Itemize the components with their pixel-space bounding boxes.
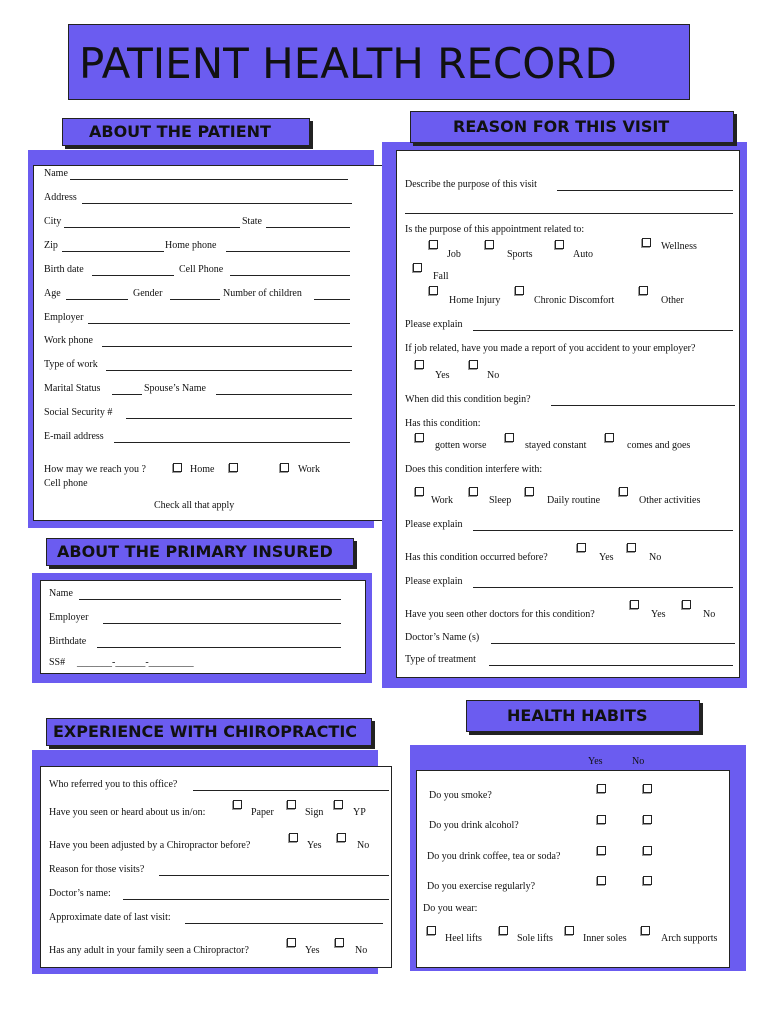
patient-name-label: Name <box>44 168 68 179</box>
job-report-no-label: No <box>487 370 500 381</box>
other-doctors-label: Have you seen other doctors for this condition? <box>405 609 595 620</box>
patient-zip-label: Zip <box>44 240 58 251</box>
when-begin-label: When did this condition begin? <box>405 394 531 405</box>
occurred-no-label: No <box>649 552 662 563</box>
when-begin-field[interactable] <box>551 405 735 406</box>
patient-email-field[interactable] <box>114 442 350 443</box>
condition-constant-label: stayed constant <box>525 440 587 451</box>
family-no-checkbox[interactable] <box>335 938 344 947</box>
alcohol-no-checkbox[interactable] <box>643 815 652 824</box>
job-report-yes-checkbox[interactable] <box>415 360 424 369</box>
heard-paper-checkbox[interactable] <box>233 800 242 809</box>
related-wellness-label: Wellness <box>661 241 697 252</box>
patient-gender-field[interactable] <box>170 299 220 300</box>
related-sports-label: Sports <box>507 249 533 260</box>
insured-card <box>40 580 366 674</box>
interfere-other-label: Other activities <box>639 495 701 506</box>
patient-children-field[interactable] <box>314 299 350 300</box>
occurred-before-label: Has this condition occurred before? <box>405 552 548 563</box>
treatment-label: Type of treatment <box>405 654 476 665</box>
job-report-no-checkbox[interactable] <box>469 360 478 369</box>
family-no-label: No <box>355 945 368 956</box>
patient-card <box>33 165 388 521</box>
seen-heard-label: Have you seen or heard about us in/on: <box>49 807 206 818</box>
explain2-label: Please explain <box>405 519 463 530</box>
exercise-label: Do you exercise regularly? <box>427 881 536 892</box>
reason-describe-field[interactable] <box>557 190 733 191</box>
patient-spouse-label: Spouse’s Name <box>144 383 206 394</box>
patient-employer-field[interactable] <box>88 323 350 324</box>
patient-birth-date-label: Birth date <box>44 264 84 275</box>
patient-home-phone-label: Home phone <box>165 240 217 251</box>
patient-zip-field[interactable] <box>62 251 164 252</box>
heard-sign-label: Sign <box>305 807 324 818</box>
explain1-field[interactable] <box>473 330 733 331</box>
alcohol-yes-checkbox[interactable] <box>597 815 606 824</box>
related-fall-checkbox[interactable] <box>413 263 422 272</box>
other-doctors-yes-checkbox[interactable] <box>630 600 639 609</box>
reason-describe-field-2[interactable] <box>405 213 733 214</box>
patient-home-phone-field[interactable] <box>226 251 350 252</box>
explain1-label: Please explain <box>405 319 463 330</box>
related-fall-label: Fall <box>433 271 449 282</box>
wear-sole-label: Sole lifts <box>517 933 553 944</box>
coffee-no-checkbox[interactable] <box>643 846 652 855</box>
job-report-yes-label: Yes <box>435 370 450 381</box>
other-doctors-no-label: No <box>703 609 716 620</box>
family-label: Has any adult in your family seen a Chiropractor? <box>49 945 249 956</box>
habits-card <box>416 770 730 968</box>
patient-state-label: State <box>242 216 262 227</box>
interfere-label: Does this condition interfere with: <box>405 464 543 475</box>
reason-visits-label: Reason for those visits? <box>49 864 145 875</box>
occurred-yes-checkbox[interactable] <box>577 543 586 552</box>
exercise-no-checkbox[interactable] <box>643 876 652 885</box>
heard-sign-checkbox[interactable] <box>287 800 296 809</box>
related-other-label: Other <box>661 295 684 306</box>
page-title: PATIENT HEALTH RECORD <box>79 39 617 88</box>
patient-state-field[interactable] <box>266 227 350 228</box>
reach-work-label: Work <box>298 464 320 475</box>
related-chronic-label: Chronic Discomfort <box>534 295 615 306</box>
chiro-card <box>40 766 392 968</box>
patient-work-phone-field[interactable] <box>102 346 352 347</box>
patient-city-label: City <box>44 216 62 227</box>
patient-reach-label: How may we reach you ? <box>44 464 146 475</box>
habits-no-header: No <box>632 756 645 767</box>
alcohol-label: Do you drink alcohol? <box>429 820 519 831</box>
occurred-yes-label: Yes <box>599 552 614 563</box>
related-other-checkbox[interactable] <box>639 286 648 295</box>
job-report-label: If job related, have you made a report of you accident to your employer? <box>405 343 696 354</box>
patient-spouse-field[interactable] <box>216 394 352 395</box>
insured-employer-field[interactable] <box>103 623 341 624</box>
related-chronic-checkbox[interactable] <box>515 286 524 295</box>
patient-marital-field[interactable] <box>112 394 142 395</box>
patient-type-of-work-label: Type of work <box>44 359 98 370</box>
insured-ssn-label: SS# <box>49 657 66 668</box>
insured-name-field[interactable] <box>79 599 341 600</box>
adjusted-yes-label: Yes <box>307 840 322 851</box>
wear-label: Do you wear: <box>423 903 478 914</box>
interfere-sleep-checkbox[interactable] <box>469 487 478 496</box>
heard-yp-label: YP <box>353 807 366 818</box>
reason-card <box>396 150 740 678</box>
adjusted-no-checkbox[interactable] <box>337 833 346 842</box>
related-to-label: Is the purpose of this appointment related to: <box>405 224 585 235</box>
reason-visits-field[interactable] <box>159 875 389 876</box>
adjusted-no-label: No <box>357 840 370 851</box>
smoke-no-checkbox[interactable] <box>643 784 652 793</box>
patient-name-field[interactable] <box>70 179 348 180</box>
related-auto-checkbox[interactable] <box>555 240 564 249</box>
related-job-checkbox[interactable] <box>429 240 438 249</box>
interfere-daily-checkbox[interactable] <box>525 487 534 496</box>
wear-inner-checkbox[interactable] <box>565 926 574 935</box>
wear-arch-label: Arch supports <box>661 933 718 944</box>
patient-ssn-label: Social Security # <box>44 407 113 418</box>
patient-birth-date-field[interactable] <box>92 275 174 276</box>
patient-employer-label: Employer <box>44 312 84 323</box>
section-header-habits: HEALTH HABITS <box>466 700 700 732</box>
insured-birthdate-field[interactable] <box>97 647 341 648</box>
habits-yes-header: Yes <box>588 756 603 767</box>
reach-work-checkbox[interactable] <box>280 463 289 472</box>
patient-address-field[interactable] <box>82 203 352 204</box>
family-yes-checkbox[interactable] <box>287 938 296 947</box>
referred-field[interactable] <box>193 790 389 791</box>
adjusted-yes-checkbox[interactable] <box>289 833 298 842</box>
other-doctors-no-checkbox[interactable] <box>682 600 691 609</box>
adjusted-label: Have you been adjusted by a Chiropractor before? <box>49 840 251 851</box>
related-home-injury-checkbox[interactable] <box>429 286 438 295</box>
other-doctors-yes-label: Yes <box>651 609 666 620</box>
heard-paper-label: Paper <box>251 807 274 818</box>
reach-home-label: Home <box>190 464 215 475</box>
heard-yp-checkbox[interactable] <box>334 800 343 809</box>
coffee-yes-checkbox[interactable] <box>597 846 606 855</box>
patient-city-field[interactable] <box>64 227 240 228</box>
related-wellness-checkbox[interactable] <box>642 238 651 247</box>
patient-age-label: Age <box>44 288 61 299</box>
reach-home-checkbox[interactable] <box>173 463 182 472</box>
insured-employer-label: Employer <box>49 612 89 623</box>
condition-comes-goes-checkbox[interactable] <box>605 433 614 442</box>
wear-sole-checkbox[interactable] <box>499 926 508 935</box>
related-auto-label: Auto <box>573 249 593 260</box>
related-home-injury-label: Home Injury <box>449 295 501 306</box>
interfere-work-checkbox[interactable] <box>415 487 424 496</box>
section-header-chiro: EXPERIENCE WITH CHIROPRACTIC <box>46 718 372 746</box>
patient-age-field[interactable] <box>66 299 128 300</box>
occurred-no-checkbox[interactable] <box>627 543 636 552</box>
patient-gender-label: Gender <box>133 288 163 299</box>
has-condition-label: Has this condition: <box>405 418 481 429</box>
condition-constant-checkbox[interactable] <box>505 433 514 442</box>
explain3-field[interactable] <box>473 587 733 588</box>
reach-cell-checkbox[interactable] <box>229 463 238 472</box>
patient-ssn-field[interactable] <box>126 418 352 419</box>
smoke-label: Do you smoke? <box>429 790 492 801</box>
interfere-other-checkbox[interactable] <box>619 487 628 496</box>
interfere-sleep-label: Sleep <box>489 495 512 506</box>
treatment-field[interactable] <box>489 665 733 666</box>
insured-ssn-field[interactable]: _______-______-_________ <box>77 657 194 668</box>
wear-heel-label: Heel lifts <box>445 933 482 944</box>
patient-cell-phone-field[interactable] <box>230 275 350 276</box>
patient-marital-label: Marital Status <box>44 383 101 394</box>
section-header-patient: ABOUT THE PATIENT <box>62 118 310 146</box>
wear-arch-checkbox[interactable] <box>641 926 650 935</box>
insured-birthdate-label: Birthdate <box>49 636 87 647</box>
explain2-field[interactable] <box>473 530 733 531</box>
related-sports-checkbox[interactable] <box>485 240 494 249</box>
doctors-name-field[interactable] <box>491 643 735 644</box>
last-visit-label: Approximate date of last visit: <box>49 912 171 923</box>
patient-children-label: Number of children <box>223 288 302 299</box>
reach-cell-label: Cell phone <box>44 478 88 489</box>
wear-inner-label: Inner soles <box>583 933 627 944</box>
last-visit-field[interactable] <box>185 923 383 924</box>
check-all-note: Check all that apply <box>154 500 235 511</box>
condition-worse-checkbox[interactable] <box>415 433 424 442</box>
condition-comes-goes-label: comes and goes <box>627 440 691 451</box>
patient-email-label: E-mail address <box>44 431 104 442</box>
family-yes-label: Yes <box>305 945 320 956</box>
doctors-name-label: Doctor’s Name (s) <box>405 632 480 643</box>
patient-work-phone-label: Work phone <box>44 335 93 346</box>
title-banner <box>68 24 690 100</box>
explain3-label: Please explain <box>405 576 463 587</box>
wear-heel-checkbox[interactable] <box>427 926 436 935</box>
patient-type-of-work-field[interactable] <box>106 370 352 371</box>
condition-worse-label: gotten worse <box>435 440 487 451</box>
patient-cell-phone-label: Cell Phone <box>179 264 224 275</box>
section-header-reason: REASON FOR THIS VISIT <box>410 111 734 143</box>
insured-name-label: Name <box>49 588 73 599</box>
related-job-label: Job <box>447 249 461 260</box>
chiro-doctor-label: Doctor’s name: <box>49 888 111 899</box>
interfere-work-label: Work <box>431 495 453 506</box>
reason-describe-label: Describe the purpose of this visit <box>405 179 537 190</box>
coffee-label: Do you drink coffee, tea or soda? <box>427 851 561 862</box>
exercise-yes-checkbox[interactable] <box>597 876 606 885</box>
section-header-insured: ABOUT THE PRIMARY INSURED <box>46 538 354 566</box>
chiro-doctor-field[interactable] <box>123 899 389 900</box>
smoke-yes-checkbox[interactable] <box>597 784 606 793</box>
patient-address-label: Address <box>44 192 77 203</box>
referred-label: Who referred you to this office? <box>49 779 178 790</box>
interfere-daily-label: Daily routine <box>547 495 601 506</box>
